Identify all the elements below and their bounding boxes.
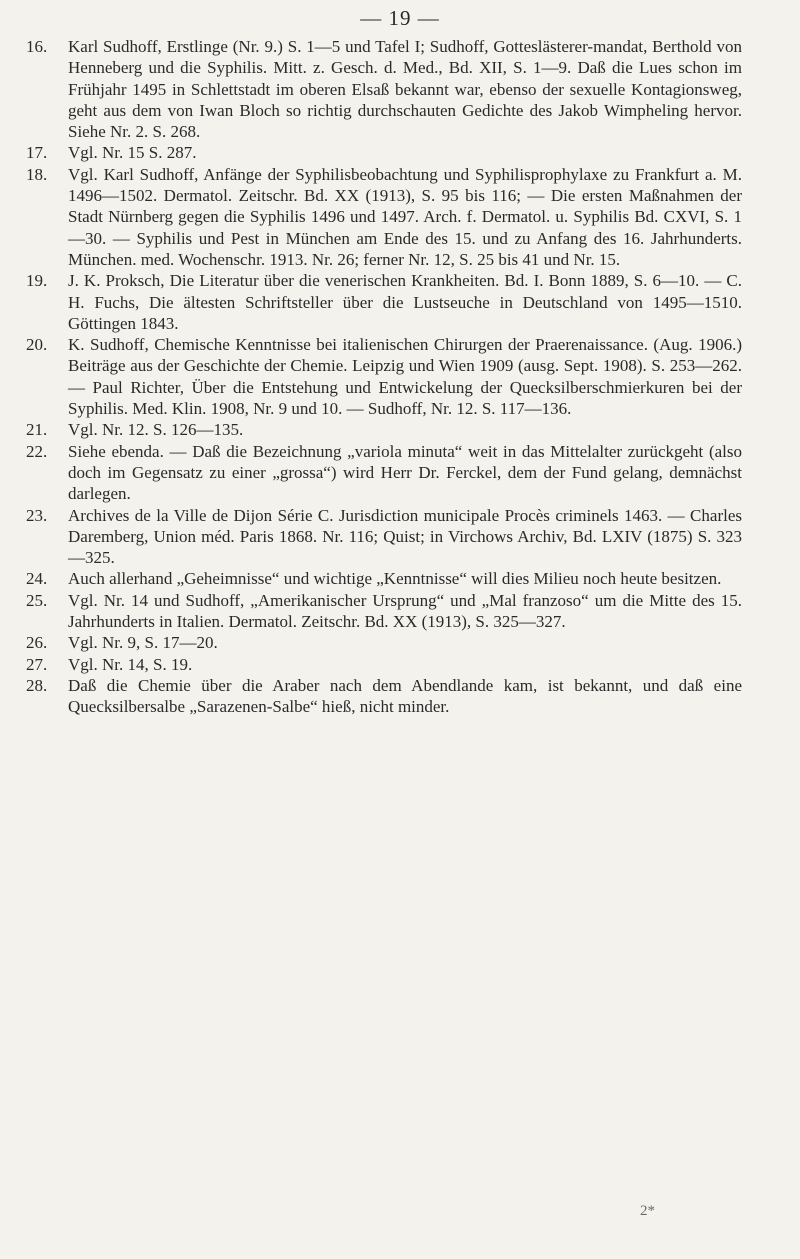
endnotes-list <box>26 36 742 718</box>
endnote-text: Vgl. Nr. 14, S. 19. <box>68 654 193 674</box>
endnote <box>26 590 742 633</box>
endnote <box>26 36 742 142</box>
endnote-text: Auch allerhand „Geheimnisse“ und wichtige „Kenntnisse“ will dies Milieu noch heute besitzen. <box>68 569 722 589</box>
endnote-number: 26. <box>26 633 48 653</box>
endnote-text: Vgl. Nr. 9, S. 17—20. <box>68 633 218 653</box>
endnote <box>26 142 742 163</box>
endnote <box>26 164 742 270</box>
endnote-number: 19. <box>26 271 48 291</box>
endnote-number: 18. <box>26 164 48 184</box>
endnote-number: 20. <box>26 335 48 355</box>
endnote-number: 27. <box>26 654 48 674</box>
endnote <box>26 568 742 589</box>
endnote <box>26 419 742 440</box>
endnote-number: 23. <box>26 505 48 525</box>
endnote <box>26 270 742 334</box>
endnote-text: K. Sudhoff, Chemische Kenntnisse bei italienischen Chirurgen der Praerenaissance. (Aug. 1906.) Beiträge aus der Geschichte der Chemie. Leipzig und Wien 1909 (ausg. Sept. 1908). S. 253—262. — Paul Richter, Über die Entstehung und Entwickelung der Quecksilberschmierkuren bei der Syphilis. Med. Klin. 1908, Nr. 9 und 10. — Sudhoff, Nr. 12. S. 117—136. <box>68 335 742 419</box>
endnote <box>26 632 742 653</box>
endnote-text: Siehe ebenda. — Daß die Bezeichnung „variola minuta“ weit in das Mittelalter zurückgeht (also doch im Gegensatz zu einer „grossa“) wird Herr Dr. Ferckel, dem der Fund gelang, demnächst darlegen. <box>68 441 742 504</box>
endnote-number: 17. <box>26 143 48 163</box>
endnote-number: 25. <box>26 590 48 610</box>
endnote-number: 22. <box>26 441 48 461</box>
endnote-number: 16. <box>26 37 48 56</box>
endnote-number: 28. <box>26 675 48 695</box>
endnote-text: Karl Sudhoff, Erstlinge (Nr. 9.) S. 1—5 und Tafel I; Sudhoff, Gotteslästerer-mandat, Berthold von Henneberg und die Syphilis. Mitt. z. Gesch. d. Med., Bd. XII, S. 1—9. Daß die Lues schon im Frühjahr 1495 in Schlettstadt im oberen Elsaß bekannt war, ebenso der sexuelle Kontagionsweg, geht aus dem von Iwan Bloch so richtig durchschauten Gedichte des Jakob Wimpheling hervor. Siehe Nr. 2. S. 268. <box>68 37 742 142</box>
endnote-text: Vgl. Nr. 14 und Sudhoff, „Amerikanischer Ursprung“ und „Mal franzoso“ um die Mitte des 15. Jahrhunderts in Italien. Dermatol. Zeitschr. Bd. XX (1913), S. 325—327. <box>68 590 742 632</box>
endnote <box>26 505 742 569</box>
page-number: — 19 — <box>360 6 440 30</box>
endnote <box>26 441 742 505</box>
endnote <box>26 654 742 675</box>
endnote <box>26 675 742 718</box>
endnote <box>26 334 742 419</box>
endnote-text: Vgl. Nr. 12. S. 126—135. <box>68 420 244 440</box>
endnote-text: Vgl. Karl Sudhoff, Anfänge der Syphilisbeobachtung und Syphilisprophylaxe zu Frankfurt a. M. 1496—1502. Dermatol. Zeitschr. Bd. XX (1913), S. 95 bis 116; — Die ersten Maßnahmen der Stadt Nürnberg gegen die Syphilis 1496 und 1497. Arch. f. Dermatol. u. Syphilis Bd. CXVI, S. 1—30. — Syphilis und Pest in München am Ende des 15. und zu Anfang des 16. Jahrhunderts. München. med. Wochenschr. 1913. Nr. 26; ferner Nr. 12, S. 25 bis 41 und Nr. 15. <box>68 164 742 269</box>
signature-mark: 2* <box>640 1203 655 1219</box>
endnote-number: 24. <box>26 569 48 589</box>
endnote-number: 21. <box>26 420 48 440</box>
endnote-text: Archives de la Ville de Dijon Série C. Jurisdiction municipale Procès criminels 1463. — Charles Daremberg, Union méd. Paris 1868. Nr. 116; Quist; in Virchows Archiv, Bd. LXIV (1875) S. 323—325. <box>68 505 742 568</box>
endnote-text: Vgl. Nr. 15 S. 287. <box>68 143 197 163</box>
endnote-text: Daß die Chemie über die Araber nach dem Abendlande kam, ist bekannt, und daß eine Quecksilbersalbe „Sarazenen-Salbe“ hieß, nicht minder. <box>68 675 742 717</box>
endnote-text: J. K. Proksch, Die Literatur über die venerischen Krankheiten. Bd. I. Bonn 1889, S. 6—10. — C. H. Fuchs, Die ältesten Schriftsteller über die Lustseuche in Deutschland von 1495—1510. Göttingen 1843. <box>68 271 742 333</box>
